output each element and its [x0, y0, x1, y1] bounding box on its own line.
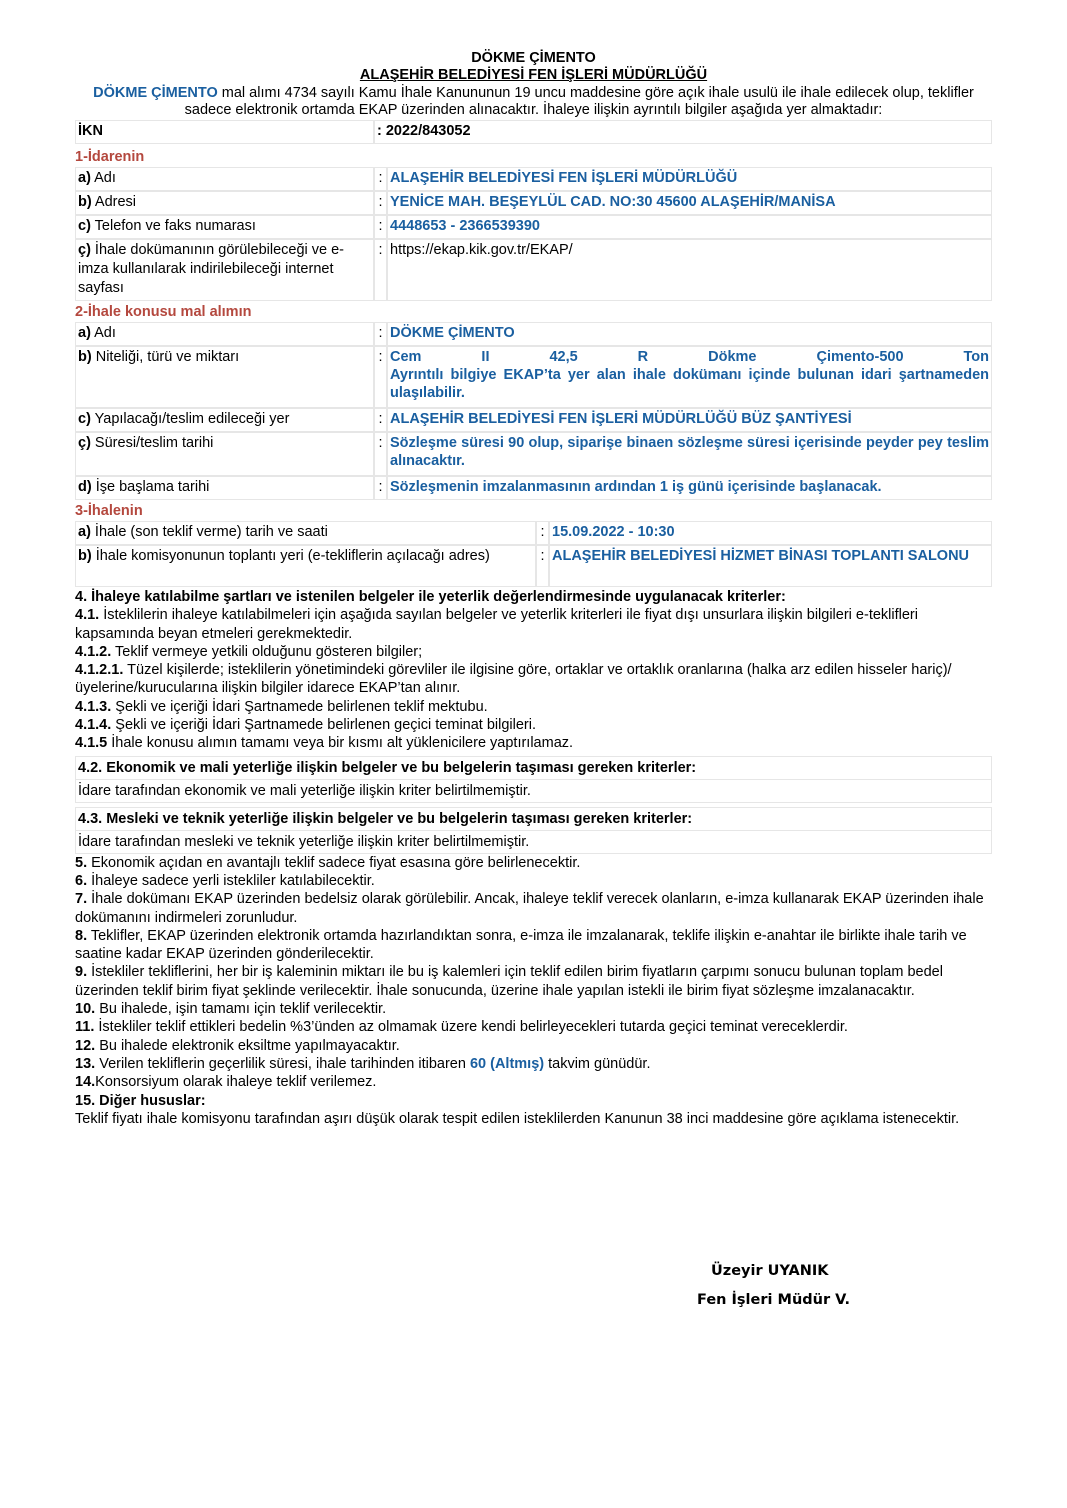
intro-text: mal alımı 4734 sayılı Kamu İhale Kanununun 19 uncu maddesine göre açık ihale usulü ile ihale edilecek olup, teklifler sadece elektronik ortamda EKAP üzerinden alınacaktır. İhaleye ilişkin ayrıntılı bilgiler aşağıda yer almaktadır:: [184, 85, 974, 118]
section2-row-label: a) Adı: [75, 322, 374, 346]
list-item: 14.Konsorsiyum olarak ihaleye teklif verilemez.: [75, 1074, 377, 1091]
section1-row-label: c) Telefon ve faks numarası: [75, 215, 374, 239]
section3-row-label: b) İhale komisyonunun toplantı yeri (e-tekliflerin açılacağı adres): [75, 545, 536, 587]
section2-table: a) Adı : DÖKME ÇİMENTO b) Niteliği, türü ve miktarı : Cem II 42,5 R Dökme Çimento-500 Ton Ayrıntılı bilgiye EKAP’ta yer alan ihale dokümanı içinde bulunan idari şartnameden ulaşılabilir. c) Yapılacağı/teslim edileceği yer : ALAŞEHİR BELEDİYESİ FEN İŞLERİ MÜDÜRLÜĞÜ BÜZ ŞANTİYESİ ç) Süresi/teslim tarihi : Sözleşme süresi 90 olup, siparişe binaen sözleşme süresi içerisinde peyder pey teslim alınacaktır. d) İşe başlama tarihi : Sözleşmenin imzalanmasının ardından 1 iş günü içerisinde başlanacak.: [75, 322, 992, 500]
document: [75, 50, 992, 1128]
list-item: 13. Verilen tekliflerin geçerlilik süresi, ihale tarihinden itibaren 60 (Altmış) takvim günüdür.: [75, 1055, 651, 1072]
list-item: 4.1.2. Teklif vermeye yetkili olduğunu gösteren bilgiler;: [75, 643, 423, 660]
section1-row-value: ALAŞEHİR BELEDİYESİ FEN İŞLERİ MÜDÜRLÜĞÜ: [387, 167, 992, 191]
section2-row-value: Cem II 42,5 R Dökme Çimento-500 Ton Ayrıntılı bilgiye EKAP’ta yer alan ihale dokümanı içinde bulunan idari şartnameden ulaşılabilir.: [387, 346, 992, 408]
list-item: 4.1.4. Şekli ve içeriği İdari Şartnamede belirlenen geçici teminat bilgileri.: [75, 717, 537, 734]
ekap-link[interactable]: https://ekap.kik.gov.tr/EKAP/: [387, 239, 992, 301]
list-item-heading: 15. Diğer hususlar:: [75, 1092, 206, 1109]
section1-row-label: b) Adresi: [75, 191, 374, 215]
list-item: 4.1.5 İhale konusu alımın tamamı veya bir kısmı alt yüklenicilere yaptırılamaz.: [75, 735, 574, 752]
section1-row-value: 4448653 - 2366539390: [387, 215, 992, 239]
section1-table: a) Adı : ALAŞEHİR BELEDİYESİ FEN İŞLERİ MÜDÜRLÜĞÜ b) Adresi : YENİCE MAH. BEŞEYLÜL CAD. NO:30 45600 ALAŞEHİR/MANİSA c) Telefon ve faks numarası : 4448653 - 2366539390 ç) İhale dokümanının görülebileceği ve e-imza kullanılarak indirilebileceği internet sayfası : https://ekap.kik.gov.tr/EKAP/: [75, 167, 992, 301]
section3-heading: 3-İhalenin: [75, 503, 143, 519]
section2-row-value: Sözleşme süresi 90 olup, siparişe binaen sözleşme süresi içerisinde peyder pey teslim alınacaktır.: [387, 432, 992, 476]
section3-row-value: ALAŞEHİR BELEDİYESİ HİZMET BİNASI TOPLANTI SALONU: [549, 545, 992, 587]
section4-heading: 4. İhaleye katılabilme şartları ve istenilen belgeler ile yeterlik değerlendirmesinde uygulanacak kriterler:: [75, 589, 786, 605]
list-item: 5. Ekonomik açıdan en avantajlı teklif sadece fiyat esasına göre belirlenecektir.: [75, 854, 581, 871]
section1-row-label: ç) İhale dokümanının görülebileceği ve e-imza kullanılarak indirilebileceği internet sayfası: [75, 239, 374, 301]
institution-title: ALAŞEHİR BELEDİYESİ FEN İŞLERİ MÜDÜRLÜĞÜ: [359, 67, 708, 83]
section2-row-label: ç) Süresi/teslim tarihi: [75, 432, 374, 476]
section43-heading: 4.3. Mesleki ve teknik yeterliğe ilişkin belgeler ve bu belgelerin taşıması gereken kriterler:: [75, 807, 992, 831]
list-item: 4.1.3. Şekli ve içeriği İdari Şartnamede belirlenen teklif mektubu.: [75, 698, 488, 715]
section43-text: İdare tarafından mesleki ve teknik yeterliğe ilişkin kriter belirtilmemiştir.: [75, 831, 992, 854]
list-item: 4.1. İsteklilerin ihaleye katılabilmeleri için aşağıda sayılan belgeler ve yeterlik kriterleri ile fiyat dışı unsurlara ilişkin bilgileri e-teklifleri kapsamında beyan etmeleri gerekmektedir.: [75, 607, 918, 642]
section3-row-label: a) İhale (son teklif verme) tarih ve saati: [75, 521, 536, 545]
section2-row-label: b) Niteliği, türü ve miktarı: [75, 346, 374, 408]
section1-heading: 1-İdarenin: [75, 149, 145, 165]
section42-heading: 4.2. Ekonomik ve mali yeterliğe ilişkin belgeler ve bu belgelerin taşıması gereken kriterler:: [75, 756, 992, 780]
section2-row-value: DÖKME ÇİMENTO: [387, 322, 992, 346]
other-matters-text: Teklif fiyatı ihale komisyonu tarafından aşırı düşük olarak tespit edilen isteklilerden Kanunun 38 inci maddesine göre açıklama istenecektir.: [75, 1110, 960, 1127]
validity-highlight: 60 (Altmış): [469, 1055, 545, 1072]
list-item: 12. Bu ihalede elektronik eksiltme yapılmayacaktır.: [75, 1037, 400, 1054]
section2-row-label: c) Yapılacağı/teslim edileceği yer: [75, 408, 374, 432]
list-item: 8. Teklifler, EKAP üzerinden elektronik ortamda hazırlandıktan sonra, e-imza ile imzalanarak, teklife ilişkin e-anahtar ile birlikte ihale tarih ve saatine kadar EKAP üzerinden gönderilecektir.: [75, 927, 967, 963]
signatory-title: Fen İşleri Müdür V.: [697, 1292, 851, 1308]
list-item: 10. Bu ihalede, işin tamamı için teklif verilecektir.: [75, 1001, 387, 1018]
section1-row-label: a) Adı: [75, 167, 374, 191]
section2-row-label: d) İşe başlama tarihi: [75, 476, 374, 500]
section1-row-value: YENİCE MAH. BEŞEYLÜL CAD. NO:30 45600 ALAŞEHİR/MANİSA: [387, 191, 992, 215]
section42-text: İdare tarafından ekonomik ve mali yeterliğe ilişkin kriter belirtilmemiştir.: [75, 780, 992, 803]
list-item: 6. İhaleye sadece yerli istekliler katılabilecektir.: [75, 872, 375, 889]
list-item: 7. İhale dokümanı EKAP üzerinden bedelsiz olarak görülebilir. Ancak, ihaleye teklif verecek olanların, e-imza kullanarak EKAP üzerinden ihale dokümanını indirmeleri zorunludur.: [75, 891, 984, 926]
section2-heading: 2-İhale konusu mal alımın: [75, 304, 252, 320]
section2-row-value: ALAŞEHİR BELEDİYESİ FEN İŞLERİ MÜDÜRLÜĞÜ BÜZ ŞANTİYESİ: [387, 408, 992, 432]
section2-row-value: Sözleşmenin imzalanmasının ardından 1 iş günü içerisinde başlanacak.: [387, 476, 992, 500]
list-item: 11. İstekliler teklif ettikleri bedelin %3’ünden az olmamak üzere kendi belirleyecekleri tutarda geçici teminat vereceklerdir.: [75, 1019, 848, 1036]
ikn-value: : 2022/843052: [374, 120, 992, 144]
list-item: 9. İstekliler tekliflerini, her bir iş kaleminin miktarı ile bu iş kalemleri için teklif edilen birim fiyatların çarpımı sonucu bulunan toplam bedel üzerinden teklif birim fiyat şeklinde verilecektir. İhale sonucunda, üzerine ihale yapılan istekli ile birim fiyat sözleşme imzalanacaktır.: [75, 964, 943, 999]
ikn-table: [75, 120, 992, 144]
ikn-label: İKN: [75, 120, 374, 144]
document-title: DÖKME ÇİMENTO: [471, 50, 596, 66]
list-item: 4.1.2.1. Tüzel kişilerde; isteklilerin yönetimindeki görevliler ile ilgisine göre, ortaklar ve ortaklık oranlarına (halka arz edilen hisseler hariç)/üyelerine/kurucularına ilişkin bilgiler idarece EKAP’tan alınır.: [75, 662, 952, 697]
signatory-name: Üzeyir UYANIK: [711, 1263, 829, 1279]
section3-row-value: 15.09.2022 - 10:30: [549, 521, 992, 545]
intro-paragraph: [75, 85, 992, 119]
intro-highlight: DÖKME ÇİMENTO: [93, 85, 218, 101]
section3-table: a) İhale (son teklif verme) tarih ve saati : 15.09.2022 - 10:30 b) İhale komisyonunun toplantı yeri (e-tekliflerin açılacağı adres) : ALAŞEHİR BELEDİYESİ HİZMET BİNASI TOPLANTI SALONU: [75, 521, 992, 587]
